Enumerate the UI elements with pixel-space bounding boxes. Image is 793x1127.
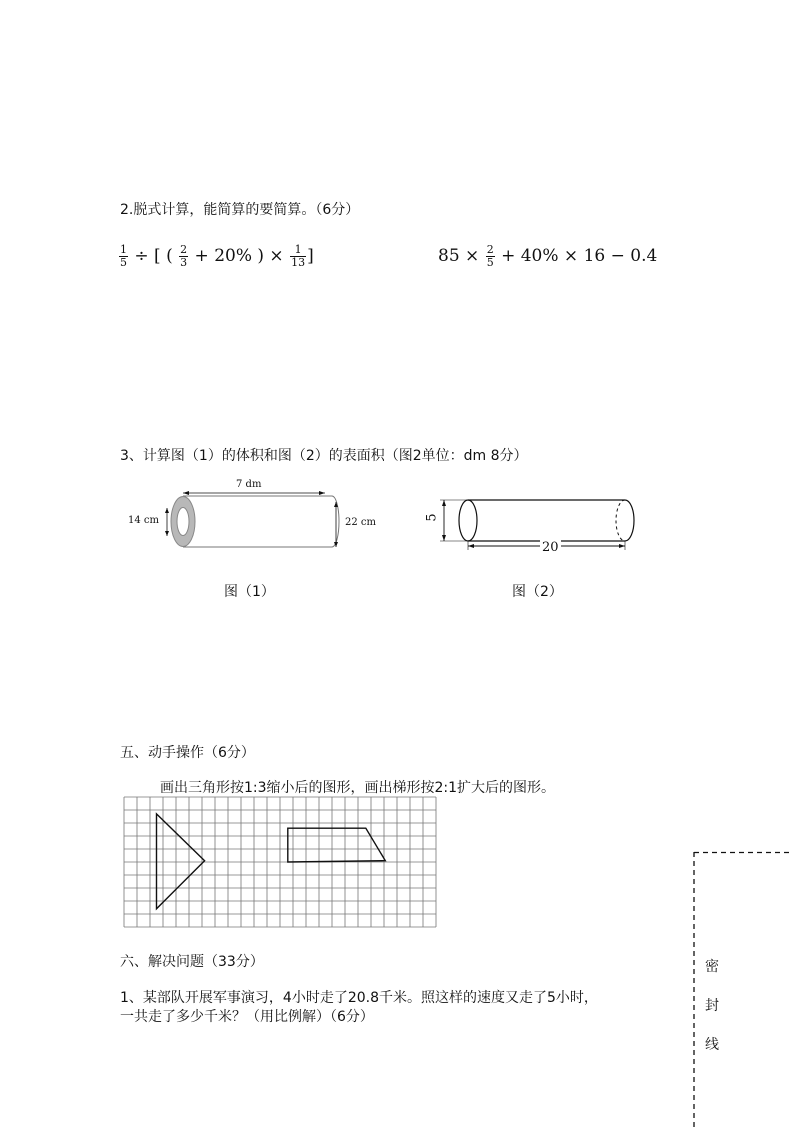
seal-char-1: 密 (705, 959, 719, 975)
fig1-caption: 图（1） (224, 584, 275, 600)
fraction: $\frac{1}{5}$ (120, 243, 127, 269)
q3-heading: 3、计算图（1）的体积和图（2）的表面积（图2单位：dm 8分） (120, 448, 528, 464)
triangle-shape (157, 814, 205, 909)
section5-instruction: 画出三角形按1:3缩小后的图形，画出梯形按2:1扩大后的图形。 (160, 780, 556, 796)
fig2-caption: 图（2） (512, 584, 563, 600)
expression-2: 85 × $\frac{2}{5}$ + 40% × 16 − 0.4 (438, 243, 658, 269)
section6-q1-line1: 1、某部队开展军事演习，4小时走了20.8千米。照这样的速度又走了5小时， (120, 990, 598, 1006)
figure-2-cylinder (425, 490, 655, 570)
fig2-height-label: 5 (424, 513, 440, 522)
seal-char-2: 封 (705, 998, 719, 1014)
fraction: $\frac{1}{13}$ (291, 243, 306, 269)
section6-heading: 六、解决问题（33分） (120, 954, 264, 970)
fig2-length-label: 20 (542, 540, 559, 555)
section5-heading: 五、动手操作（6分） (120, 745, 255, 761)
drawing-grid (123, 796, 645, 928)
section6-q1-line2: 一共走了多少千米？（用比例解）（6分） (120, 1009, 374, 1025)
fig1-length-label: 7 dm (236, 479, 262, 490)
q2-heading: 2.脱式计算，能简算的要简算。（6分） (120, 202, 360, 218)
fig1-inner-label: 14 cm (128, 515, 159, 526)
fig1-outer-label: 22 cm (345, 517, 376, 528)
seal-char-3: 线 (705, 1037, 719, 1053)
expression-1: $\frac{1}{5}$ ÷ [ ( $\frac{2}{3}$ + 20% ) × $\frac{1}{13}$ ] (120, 243, 314, 269)
fraction: $\frac{2}{5}$ (486, 243, 494, 269)
fraction: $\frac{2}{3}$ (180, 243, 188, 269)
seal-line-border (693, 852, 793, 1127)
